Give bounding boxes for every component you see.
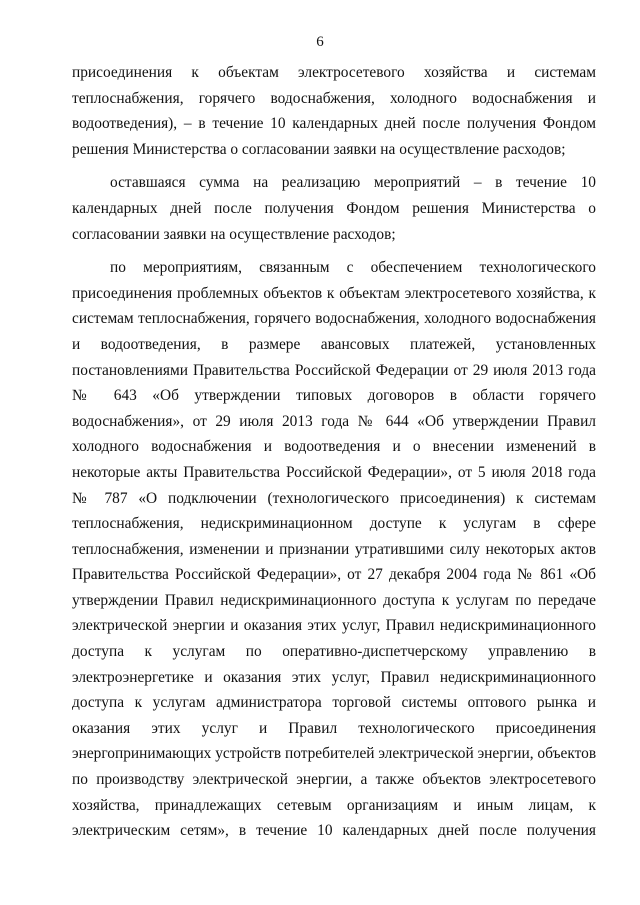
paragraph-3 <box>72 255 596 844</box>
text-line: № 787 «О подключении (технологического присоединения) к системам <box>72 489 596 507</box>
page-number: 6 <box>316 34 324 50</box>
text-line: оказания этих услуг и Правил технологического присоединения <box>72 719 596 737</box>
text-line: доступа к услугам по оперативно-диспетчерскому управлению в <box>72 643 596 661</box>
text-line: доступа к услугам администратора торговой системы оптового рынка и <box>72 694 596 712</box>
text-line: электроэнергетике и оказания этих услуг, Правил недискриминационного <box>72 668 596 686</box>
text-line: утверждении Правил недискриминационного доступа к услугам по передаче <box>72 591 596 609</box>
text-line: постановлениями Правительства Российской Федерации от 29 июля 2013 года <box>72 361 596 379</box>
text-line: водоотведения), – в течение 10 календарных дней после получения Фондом <box>72 115 596 133</box>
text-line: энергопринимающих устройств потребителей электрической энергии, объектов <box>72 745 597 763</box>
text-line: теплоснабжения, недискриминационном доступе к услугам в сфере <box>72 515 596 533</box>
text-line: теплоснабжения, изменении и признании утратившими силу некоторых актов <box>72 540 596 558</box>
text-line: решения Министерства о согласовании заявки на осуществление расходов; <box>72 140 566 158</box>
text-line: оставшаяся сумма на реализацию мероприятий – в течение 10 <box>110 174 596 192</box>
text-line: теплоснабжения, горячего водоснабжения, холодного водоснабжения и <box>72 89 596 107</box>
text-line: хозяйства, принадлежащих сетевым организациям и иным лицам, к <box>72 796 596 814</box>
text-line: календарных дней после получения Фондом решения Министерства о <box>72 199 596 217</box>
text-line: присоединения проблемных объектов к объектам электросетевого хозяйства, к <box>72 284 596 302</box>
text-line: и водоотведения, в размере авансовых платежей, установленных <box>72 335 596 353</box>
text-line: водоснабжения», от 29 июля 2013 года № 644 «Об утверждении Правил <box>72 412 596 430</box>
text-line: по мероприятиям, связанным с обеспечением технологического <box>110 259 596 277</box>
text-line: присоединения к объектам электросетевого хозяйства и системам <box>72 64 596 81</box>
text-line: Правительства Российской Федерации», от 27 декабря 2004 года № 861 «Об <box>72 566 596 584</box>
document-body <box>72 60 596 844</box>
text-line: электрической энергии и оказания этих услуг, Правил недискриминационного <box>72 617 596 635</box>
text-line: по производству электрической энергии, а также объектов электросетевого <box>72 771 596 789</box>
text-line: системам теплоснабжения, горячего водоснабжения, холодного водоснабжения <box>72 310 596 328</box>
text-line: холодного водоснабжения и водоотведения и о внесении изменений в <box>72 438 596 456</box>
text-line: некоторые акты Правительства Российской Федерации», от 5 июля 2018 года <box>72 463 596 481</box>
text-line: согласовании заявки на осуществление расходов; <box>72 225 396 243</box>
text-line: № 643 «Об утверждении типовых договоров в области горячего <box>72 387 596 405</box>
paragraph-1 <box>72 60 596 162</box>
text-line: электрическим сетям», в течение 10 календарных дней после получения <box>72 822 596 840</box>
paragraph-2 <box>72 170 596 247</box>
